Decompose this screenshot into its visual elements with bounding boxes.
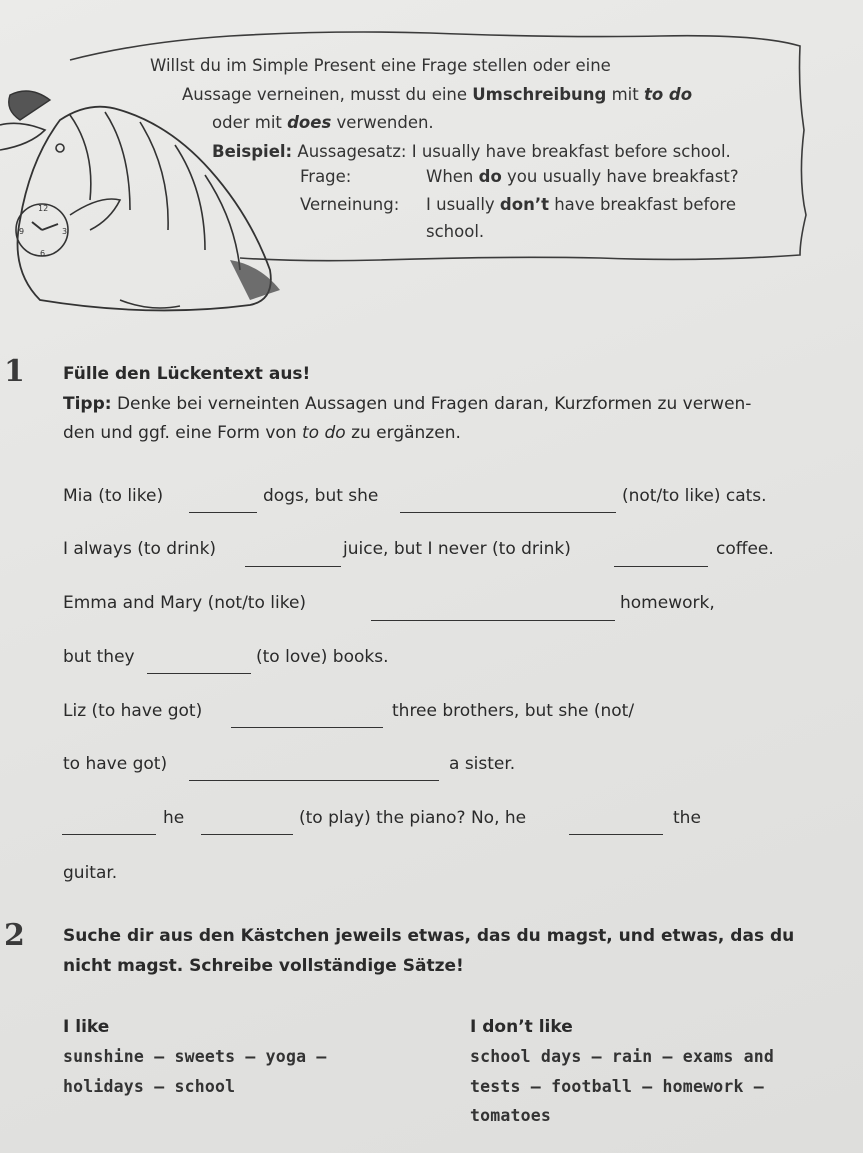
info-frage-label: Frage: <box>300 167 352 186</box>
gap-line-3-part-a: Emma and Mary (not/to like) <box>63 593 307 613</box>
dislike-list-line-1: school days – rain – exams and <box>470 1047 775 1066</box>
clock-numeral-6: 6 <box>40 249 46 258</box>
gap-blank-5[interactable] <box>371 620 615 621</box>
gap-line-1-part-c: (not/to like) cats. <box>622 486 767 506</box>
gap-line-2-part-b: juice, but I never (to drink) <box>343 539 571 559</box>
gap-line-5-part-a: Liz (to have got) <box>63 701 203 721</box>
task-1-title: Fülle den Lückentext aus! <box>63 364 311 384</box>
task-2-number: 2 <box>4 918 25 953</box>
task-2-title-line-1: Suche dir aus den Kästchen jeweils etwas, das du magst, und etwas, das du <box>63 926 795 946</box>
info-line-1: Willst du im Simple Present eine Frage stellen oder eine <box>150 56 611 75</box>
gap-line-1-part-b: dogs, but she <box>263 486 379 506</box>
gap-line-4-part-b: (to love) books. <box>256 647 389 667</box>
info-line-2: Aussage verneinen, musst du eine Umschreibung mit to do <box>182 85 693 104</box>
gap-line-8: guitar. <box>63 863 118 883</box>
creature-horn <box>9 91 50 120</box>
info-verneinung-label: Verneinung: <box>300 195 400 214</box>
gap-blank-4[interactable] <box>614 566 708 567</box>
gap-line-3-part-b: homework, <box>620 593 715 613</box>
gap-line-7-part-c: the <box>673 808 701 828</box>
dislike-list-line-2: tests – football – homework – <box>470 1077 764 1096</box>
task-1-tipp-line-2: den und ggf. eine Form von to do zu ergänzen. <box>63 423 461 443</box>
gap-blank-6[interactable] <box>147 673 251 674</box>
gap-blank-8[interactable] <box>189 780 439 781</box>
info-verneinung: I usually don’t have breakfast before <box>426 195 737 214</box>
gap-blank-1[interactable] <box>189 512 257 513</box>
like-list-line-1: sunshine – sweets – yoga – <box>63 1047 327 1066</box>
gap-line-6-part-a: to have got) <box>63 754 168 774</box>
gap-line-4-part-a: but they <box>63 647 135 667</box>
gap-line-7-part-b: (to play) the piano? No, he <box>299 808 527 828</box>
gap-blank-3[interactable] <box>245 566 341 567</box>
dislike-list-line-3: tomatoes <box>470 1106 552 1125</box>
gap-line-6-part-b: a sister. <box>449 754 516 774</box>
gap-blank-7[interactable] <box>231 727 383 728</box>
task-2-title-line-2: nicht magst. Schreibe vollständige Sätze! <box>63 956 464 976</box>
gap-line-2-part-c: coffee. <box>716 539 774 559</box>
task-1-tipp-line-1: Tipp: Denke bei verneinten Aussagen und Fragen daran, Kurzformen zu verwen- <box>63 394 752 414</box>
creature-eye <box>56 144 64 152</box>
like-list-line-2: holidays – school <box>63 1077 236 1096</box>
info-verneinung-line-2: school. <box>426 222 485 241</box>
clock-numeral-12: 12 <box>38 204 49 213</box>
clock-numeral-3: 3 <box>62 227 68 236</box>
info-frage: When do you usually have breakfast? <box>426 167 739 186</box>
info-beispiel: Beispiel: Aussagesatz: I usually have breakfast before school. <box>212 142 731 161</box>
task-1-number: 1 <box>4 354 25 389</box>
gap-blank-10[interactable] <box>201 834 293 835</box>
gap-line-2-part-a: I always (to drink) <box>63 539 217 559</box>
clock-numeral-9: 9 <box>19 227 25 236</box>
gap-blank-11[interactable] <box>569 834 663 835</box>
info-line-3: oder mit does verwenden. <box>212 113 434 132</box>
gap-blank-2[interactable] <box>400 512 616 513</box>
gap-blank-9[interactable] <box>62 834 156 835</box>
gap-line-5-part-b: three brothers, but she (not/ <box>392 701 635 721</box>
like-column-heading: I like <box>63 1017 110 1037</box>
gap-line-7-part-a: he <box>163 808 185 828</box>
dislike-column-heading: I don’t like <box>470 1017 573 1037</box>
gap-line-1-part-a: Mia (to like) <box>63 486 164 506</box>
